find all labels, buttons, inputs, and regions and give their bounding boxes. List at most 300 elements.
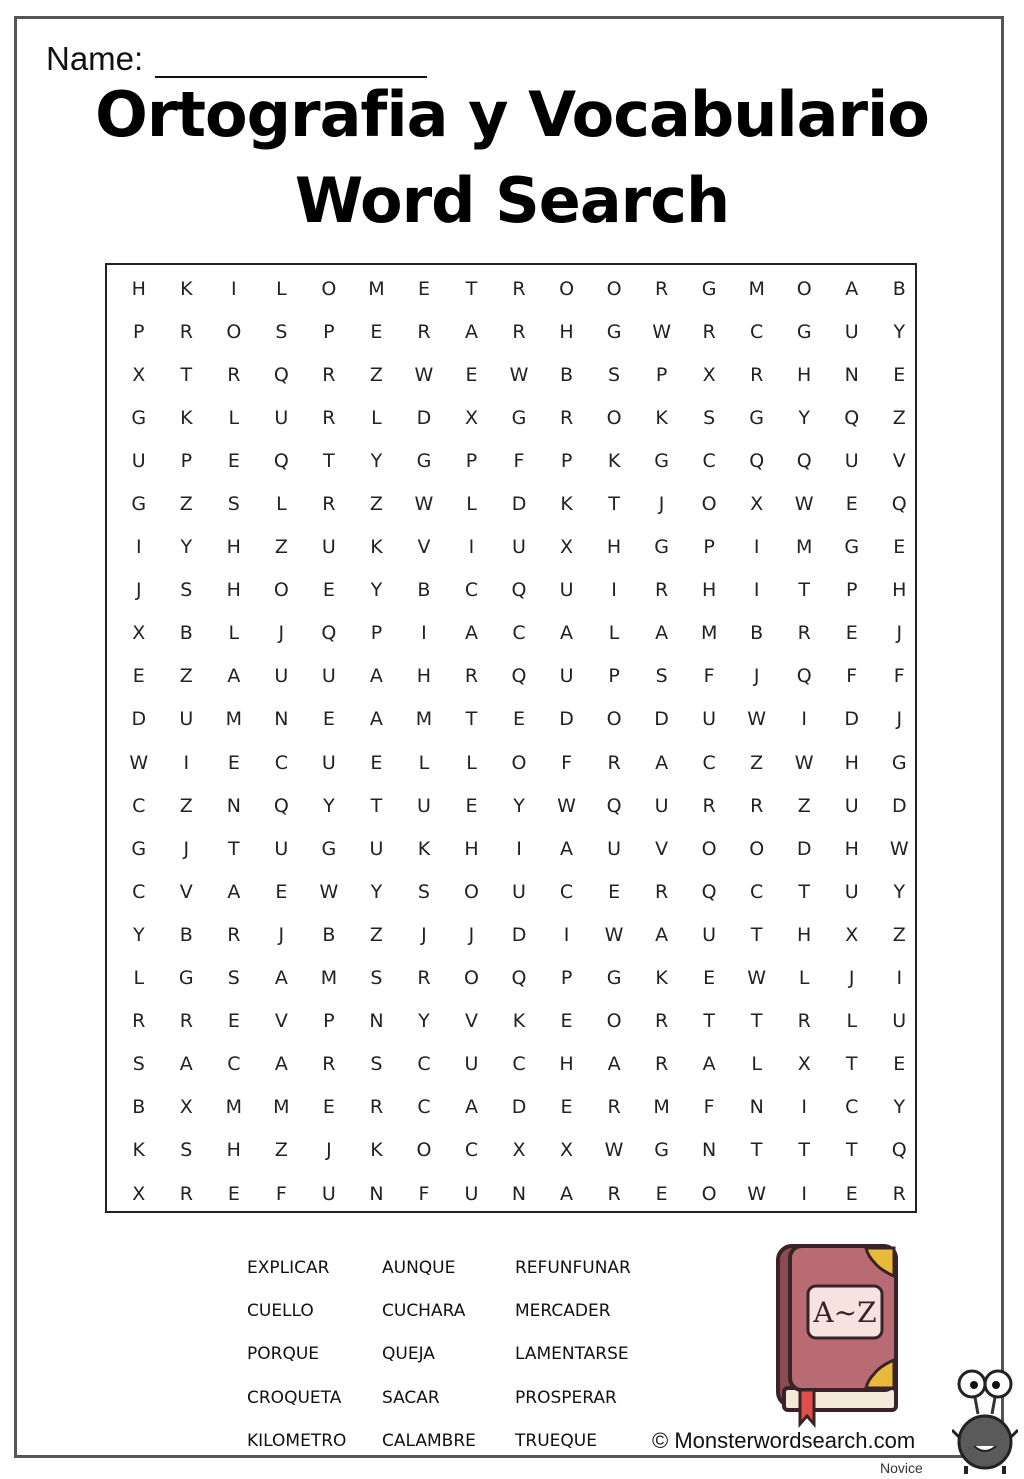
grid-letter[interactable]: Q	[891, 493, 907, 516]
grid-letter[interactable]: I	[183, 751, 190, 774]
grid-letter[interactable]: H	[226, 536, 241, 559]
grid-letter[interactable]: I	[753, 579, 760, 602]
grid-letter[interactable]: C	[464, 579, 479, 602]
grid-letter[interactable]: J	[468, 923, 475, 946]
grid-letter[interactable]: L	[466, 493, 477, 516]
grid-letter[interactable]: C	[132, 794, 146, 817]
grid-letter[interactable]: E	[893, 363, 906, 386]
grid-letter[interactable]: E	[275, 880, 288, 903]
grid-letter[interactable]: E	[845, 493, 858, 516]
grid-letter[interactable]: R	[512, 320, 526, 343]
grid-letter[interactable]: X	[464, 406, 478, 429]
grid-letter[interactable]: R	[655, 1010, 669, 1033]
grid-letter[interactable]: I	[516, 837, 522, 860]
grid-letter[interactable]: S	[370, 967, 383, 990]
grid-letter[interactable]: R	[464, 665, 479, 688]
grid-letter[interactable]: X	[797, 1053, 811, 1076]
grid-letter[interactable]: H	[416, 665, 432, 688]
grid-letter[interactable]: C	[750, 320, 764, 343]
grid-letter[interactable]: A	[274, 1053, 288, 1076]
grid-letter[interactable]: O	[464, 880, 479, 903]
grid-letter[interactable]: Y	[370, 579, 383, 602]
grid-letter[interactable]: J	[326, 1139, 332, 1162]
grid-letter[interactable]: A	[655, 751, 669, 774]
grid-letter[interactable]: T	[750, 1139, 763, 1162]
grid-letter[interactable]: D	[559, 708, 574, 731]
grid-letter[interactable]: V	[274, 1010, 288, 1033]
grid-letter[interactable]: C	[464, 1139, 479, 1162]
grid-letter[interactable]: A	[845, 277, 859, 300]
grid-letter[interactable]: H	[892, 579, 907, 602]
grid-letter[interactable]: B	[322, 923, 336, 946]
grid-letter[interactable]: F	[513, 449, 525, 472]
grid-letter[interactable]: L	[418, 751, 430, 774]
grid-letter[interactable]: Y	[893, 880, 906, 903]
grid-letter[interactable]: K	[132, 1139, 145, 1162]
grid-letter[interactable]: E	[513, 708, 526, 731]
grid-letter[interactable]: I	[135, 536, 142, 559]
grid-letter[interactable]: J	[753, 665, 760, 688]
grid-letter[interactable]: H	[606, 536, 622, 559]
grid-letter[interactable]: U	[654, 794, 669, 817]
grid-letter[interactable]: W	[557, 794, 576, 817]
grid-letter[interactable]: I	[896, 967, 903, 990]
grid-letter[interactable]: U	[321, 751, 336, 774]
grid-letter[interactable]: A	[464, 320, 478, 343]
grid-letter[interactable]: E	[322, 708, 335, 731]
grid-letter[interactable]: E	[227, 1182, 240, 1205]
grid-letter[interactable]: H	[701, 579, 717, 602]
grid-letter[interactable]: U	[844, 880, 859, 903]
grid-letter[interactable]: M	[700, 622, 718, 645]
grid-letter[interactable]: U	[464, 1053, 479, 1076]
grid-letter[interactable]: B	[892, 277, 906, 300]
grid-letter[interactable]: P	[846, 579, 858, 602]
grid-letter[interactable]: B	[750, 622, 764, 645]
grid-letter[interactable]: E	[655, 1182, 668, 1205]
grid-letter[interactable]: Q	[321, 622, 337, 645]
grid-letter[interactable]: R	[369, 1096, 384, 1119]
grid-letter[interactable]: S	[227, 493, 240, 516]
grid-letter[interactable]: R	[892, 1182, 906, 1205]
grid-letter[interactable]: A	[607, 1053, 621, 1076]
grid-letter[interactable]: E	[845, 622, 858, 645]
grid-letter[interactable]: N	[274, 708, 289, 731]
grid-letter[interactable]: F	[275, 1182, 287, 1205]
grid-letter[interactable]: M	[273, 1096, 290, 1119]
grid-letter[interactable]: W	[747, 708, 767, 731]
grid-letter[interactable]: L	[276, 277, 287, 300]
grid-letter[interactable]: R	[655, 277, 669, 300]
grid-letter[interactable]: D	[844, 708, 860, 731]
grid-letter[interactable]: J	[896, 708, 903, 731]
grid-letter[interactable]: I	[231, 277, 237, 300]
grid-letter[interactable]: R	[702, 794, 716, 817]
grid-letter[interactable]: W	[747, 967, 767, 990]
grid-letter[interactable]: E	[608, 880, 621, 903]
grid-letter[interactable]: W	[509, 363, 529, 386]
grid-letter[interactable]: K	[180, 406, 193, 429]
grid-letter[interactable]: G	[654, 1139, 669, 1162]
grid-letter[interactable]: O	[606, 406, 622, 429]
grid-letter[interactable]: E	[227, 449, 240, 472]
grid-letter[interactable]: C	[132, 880, 146, 903]
grid-letter[interactable]: R	[797, 1010, 811, 1033]
grid-letter[interactable]: F	[561, 751, 573, 774]
grid-letter[interactable]: X	[132, 1182, 146, 1205]
grid-letter[interactable]: H	[226, 579, 241, 602]
grid-letter[interactable]: L	[371, 406, 382, 429]
grid-letter[interactable]: N	[369, 1010, 384, 1033]
grid-letter[interactable]: B	[560, 363, 574, 386]
grid-letter[interactable]: E	[465, 794, 478, 817]
grid-letter[interactable]: E	[893, 1053, 906, 1076]
grid-letter[interactable]: D	[654, 708, 669, 731]
grid-letter[interactable]: V	[892, 449, 906, 472]
grid-letter[interactable]: E	[227, 751, 240, 774]
grid-letter[interactable]: C	[512, 1053, 526, 1076]
grid-letter[interactable]: P	[323, 1010, 335, 1033]
grid-letter[interactable]: U	[512, 880, 526, 903]
name-input-line[interactable]	[155, 42, 427, 78]
grid-letter[interactable]: S	[417, 880, 430, 903]
grid-letter[interactable]: J	[658, 493, 665, 516]
grid-letter[interactable]: N	[369, 1182, 384, 1205]
grid-letter[interactable]: E	[703, 967, 716, 990]
grid-letter[interactable]: M	[796, 536, 813, 559]
grid-letter[interactable]: K	[560, 493, 573, 516]
grid-letter[interactable]: D	[511, 923, 527, 946]
grid-letter[interactable]: Z	[892, 406, 906, 429]
grid-letter[interactable]: E	[370, 320, 383, 343]
grid-letter[interactable]: Q	[796, 665, 812, 688]
grid-letter[interactable]: G	[749, 406, 765, 429]
grid-letter[interactable]: R	[322, 363, 336, 386]
grid-letter[interactable]: R	[322, 493, 336, 516]
grid-letter[interactable]: Q	[273, 794, 289, 817]
grid-letter[interactable]: M	[748, 277, 765, 300]
grid-letter[interactable]: O	[701, 837, 717, 860]
grid-letter[interactable]: S	[227, 967, 240, 990]
grid-letter[interactable]: G	[321, 837, 337, 860]
grid-letter[interactable]: T	[750, 1010, 763, 1033]
grid-letter[interactable]: A	[464, 1096, 478, 1119]
grid-letter[interactable]: B	[179, 622, 193, 645]
grid-letter[interactable]: R	[322, 406, 336, 429]
grid-letter[interactable]: U	[464, 1182, 479, 1205]
grid-letter[interactable]: A	[227, 880, 241, 903]
grid-letter[interactable]: D	[416, 406, 432, 429]
grid-letter[interactable]: Z	[179, 665, 193, 688]
grid-letter[interactable]: Z	[750, 751, 764, 774]
grid-letter[interactable]: K	[370, 536, 383, 559]
grid-letter[interactable]: W	[889, 837, 909, 860]
grid-letter[interactable]: T	[180, 363, 193, 386]
grid-letter[interactable]: M	[320, 967, 338, 990]
grid-letter[interactable]: O	[606, 1010, 622, 1033]
grid-letter[interactable]: J	[135, 579, 142, 602]
grid-letter[interactable]: C	[559, 880, 574, 903]
grid-letter[interactable]: Q	[511, 579, 527, 602]
grid-letter[interactable]: F	[893, 665, 905, 688]
grid-letter[interactable]: K	[370, 1139, 383, 1162]
grid-letter[interactable]: B	[132, 1096, 146, 1119]
grid-letter[interactable]: T	[798, 880, 810, 903]
grid-letter[interactable]: E	[560, 1010, 573, 1033]
grid-letter[interactable]: T	[323, 449, 335, 472]
grid-letter[interactable]: U	[607, 837, 622, 860]
grid-letter[interactable]: N	[226, 794, 241, 817]
grid-letter[interactable]: W	[794, 493, 814, 516]
grid-letter[interactable]: R	[179, 1010, 193, 1033]
grid-letter[interactable]: A	[274, 967, 288, 990]
grid-letter[interactable]: N	[511, 1182, 527, 1205]
grid-letter[interactable]: U	[702, 923, 717, 946]
grid-letter[interactable]: J	[421, 923, 427, 946]
grid-letter[interactable]: V	[655, 837, 669, 860]
grid-letter[interactable]: P	[370, 622, 383, 645]
grid-letter[interactable]: E	[845, 1182, 858, 1205]
grid-letter[interactable]: P	[465, 449, 478, 472]
grid-letter[interactable]: E	[322, 579, 335, 602]
grid-letter[interactable]: U	[274, 406, 289, 429]
grid-letter[interactable]: G	[511, 406, 527, 429]
grid-letter[interactable]: L	[466, 751, 477, 774]
grid-letter[interactable]: G	[891, 751, 907, 774]
grid-letter[interactable]: O	[273, 579, 289, 602]
grid-letter[interactable]: W	[604, 1139, 624, 1162]
grid-letter[interactable]: G	[654, 536, 669, 559]
grid-letter[interactable]: H	[559, 320, 574, 343]
grid-letter[interactable]: Z	[892, 923, 906, 946]
grid-letter[interactable]: S	[703, 406, 716, 429]
grid-letter[interactable]: X	[179, 1096, 193, 1119]
grid-letter[interactable]: M	[225, 1096, 243, 1119]
grid-letter[interactable]: J	[896, 622, 903, 645]
grid-letter[interactable]: Y	[893, 320, 906, 343]
grid-letter[interactable]: D	[796, 837, 812, 860]
grid-letter[interactable]: Q	[511, 967, 527, 990]
grid-letter[interactable]: G	[606, 967, 622, 990]
grid-letter[interactable]: E	[417, 277, 430, 300]
grid-letter[interactable]: Z	[274, 1139, 288, 1162]
grid-letter[interactable]: T	[845, 1053, 858, 1076]
grid-letter[interactable]: Q	[796, 449, 812, 472]
grid-letter[interactable]: I	[563, 923, 570, 946]
grid-letter[interactable]: U	[179, 708, 194, 731]
grid-letter[interactable]: G	[796, 320, 812, 343]
grid-letter[interactable]: B	[417, 579, 431, 602]
grid-letter[interactable]: I	[421, 622, 427, 645]
grid-letter[interactable]: X	[702, 363, 716, 386]
grid-letter[interactable]: P	[560, 967, 573, 990]
grid-letter[interactable]: Y	[323, 794, 335, 817]
grid-letter[interactable]: W	[414, 363, 434, 386]
grid-letter[interactable]: O	[416, 1139, 432, 1162]
grid-letter[interactable]: U	[321, 1182, 336, 1205]
grid-letter[interactable]: S	[180, 1139, 193, 1162]
grid-letter[interactable]: F	[703, 665, 715, 688]
grid-letter[interactable]: Y	[798, 406, 810, 429]
grid-letter[interactable]: R	[607, 1096, 621, 1119]
grid-letter[interactable]: U	[274, 837, 289, 860]
grid-letter[interactable]: Q	[701, 880, 717, 903]
grid-letter[interactable]: U	[844, 449, 859, 472]
grid-letter[interactable]: I	[611, 579, 617, 602]
grid-letter[interactable]: O	[559, 277, 575, 300]
grid-letter[interactable]: E	[227, 1010, 240, 1033]
grid-letter[interactable]: R	[655, 880, 669, 903]
grid-letter[interactable]: U	[321, 536, 336, 559]
grid-letter[interactable]: A	[369, 708, 383, 731]
grid-letter[interactable]: Y	[370, 880, 383, 903]
grid-letter[interactable]: L	[228, 622, 240, 645]
grid-letter[interactable]: O	[796, 277, 812, 300]
grid-letter[interactable]: V	[179, 880, 193, 903]
grid-letter[interactable]: C	[417, 1053, 431, 1076]
grid-letter[interactable]: R	[227, 363, 241, 386]
grid-letter[interactable]: R	[702, 320, 716, 343]
grid-letter[interactable]: C	[702, 449, 716, 472]
grid-letter[interactable]: U	[844, 794, 859, 817]
grid-letter[interactable]: T	[845, 1139, 858, 1162]
grid-letter[interactable]: A	[560, 837, 574, 860]
grid-letter[interactable]: T	[370, 794, 383, 817]
grid-letter[interactable]: Z	[179, 794, 193, 817]
grid-letter[interactable]: A	[179, 1053, 193, 1076]
grid-letter[interactable]: K	[417, 837, 431, 860]
grid-letter[interactable]: K	[655, 967, 668, 990]
grid-letter[interactable]: G	[844, 536, 860, 559]
grid-letter[interactable]: R	[512, 277, 526, 300]
grid-letter[interactable]: X	[560, 1139, 574, 1162]
grid-letter[interactable]: F	[846, 665, 858, 688]
grid-letter[interactable]: H	[559, 1053, 574, 1076]
grid-letter[interactable]: W	[414, 493, 434, 516]
grid-letter[interactable]: E	[370, 751, 383, 774]
grid-letter[interactable]: U	[559, 665, 574, 688]
grid-letter[interactable]: I	[801, 1182, 807, 1205]
grid-letter[interactable]: L	[276, 493, 287, 516]
grid-letter[interactable]: Q	[273, 449, 289, 472]
grid-letter[interactable]: P	[133, 320, 145, 343]
grid-letter[interactable]: H	[226, 1139, 241, 1162]
grid-letter[interactable]: Y	[418, 1010, 430, 1033]
grid-letter[interactable]: P	[608, 665, 620, 688]
grid-letter[interactable]: U	[844, 320, 859, 343]
grid-letter[interactable]: C	[512, 622, 526, 645]
grid-letter[interactable]: X	[560, 536, 574, 559]
grid-letter[interactable]: D	[511, 1096, 527, 1119]
grid-letter[interactable]: T	[750, 923, 763, 946]
grid-letter[interactable]: W	[129, 751, 149, 774]
grid-letter[interactable]: A	[655, 622, 669, 645]
grid-letter[interactable]: L	[228, 406, 240, 429]
grid-letter[interactable]: A	[702, 1053, 716, 1076]
grid-letter[interactable]: P	[560, 449, 573, 472]
grid-letter[interactable]: S	[608, 363, 621, 386]
grid-letter[interactable]: R	[655, 1053, 669, 1076]
grid-letter[interactable]: T	[465, 277, 478, 300]
grid-letter[interactable]: H	[797, 923, 812, 946]
grid-letter[interactable]: K	[512, 1010, 526, 1033]
grid-letter[interactable]: M	[225, 708, 243, 731]
grid-letter[interactable]: M	[653, 1096, 670, 1119]
grid-letter[interactable]: Y	[132, 923, 145, 946]
grid-letter[interactable]: U	[559, 579, 574, 602]
grid-letter[interactable]: X	[512, 1139, 526, 1162]
grid-letter[interactable]: O	[226, 320, 242, 343]
grid-letter[interactable]: R	[607, 1182, 621, 1205]
grid-letter[interactable]: A	[464, 622, 478, 645]
grid-letter[interactable]: R	[179, 1182, 193, 1205]
grid-letter[interactable]: P	[703, 536, 715, 559]
grid-letter[interactable]: H	[131, 277, 146, 300]
grid-letter[interactable]: M	[415, 708, 433, 731]
grid-letter[interactable]: H	[844, 837, 859, 860]
grid-letter[interactable]: L	[133, 967, 145, 990]
grid-letter[interactable]: W	[652, 320, 671, 343]
grid-letter[interactable]: T	[703, 1010, 715, 1033]
grid-letter[interactable]: D	[511, 493, 527, 516]
grid-letter[interactable]: R	[417, 967, 431, 990]
grid-letter[interactable]: S	[655, 665, 668, 688]
grid-letter[interactable]: D	[131, 708, 147, 731]
grid-letter[interactable]: T	[465, 708, 478, 731]
grid-letter[interactable]: Q	[606, 794, 622, 817]
grid-letter[interactable]: Z	[369, 363, 383, 386]
grid-letter[interactable]: M	[368, 277, 385, 300]
grid-letter[interactable]: V	[464, 1010, 478, 1033]
grid-letter[interactable]: E	[322, 1096, 335, 1119]
grid-letter[interactable]: U	[416, 794, 431, 817]
grid-letter[interactable]: R	[750, 794, 764, 817]
grid-letter[interactable]: U	[892, 1010, 907, 1033]
grid-letter[interactable]: R	[179, 320, 193, 343]
grid-letter[interactable]: P	[655, 363, 668, 386]
grid-letter[interactable]: W	[319, 880, 339, 903]
grid-letter[interactable]: H	[844, 751, 859, 774]
grid-letter[interactable]: B	[179, 923, 193, 946]
grid-letter[interactable]: N	[844, 363, 859, 386]
grid-letter[interactable]: S	[370, 1053, 383, 1076]
grid-letter[interactable]: T	[798, 1139, 810, 1162]
grid-letter[interactable]: X	[132, 622, 146, 645]
grid-letter[interactable]: G	[131, 406, 147, 429]
grid-letter[interactable]: F	[703, 1096, 715, 1119]
grid-letter[interactable]: P	[323, 320, 335, 343]
grid-letter[interactable]: Y	[180, 536, 193, 559]
grid-letter[interactable]: E	[465, 363, 478, 386]
grid-letter[interactable]: W	[794, 751, 814, 774]
grid-letter[interactable]: A	[560, 1182, 574, 1205]
grid-letter[interactable]: Z	[369, 493, 383, 516]
grid-letter[interactable]: F	[418, 1182, 430, 1205]
grid-letter[interactable]: E	[132, 665, 145, 688]
grid-letter[interactable]: G	[131, 837, 147, 860]
grid-letter[interactable]: O	[464, 967, 479, 990]
grid-letter[interactable]: T	[798, 579, 810, 602]
grid-letter[interactable]: Q	[749, 449, 765, 472]
grid-letter[interactable]: C	[227, 1053, 241, 1076]
grid-letter[interactable]: R	[750, 363, 764, 386]
grid-letter[interactable]: I	[468, 536, 475, 559]
grid-letter[interactable]: Y	[370, 449, 383, 472]
grid-letter[interactable]: S	[132, 1053, 145, 1076]
grid-letter[interactable]: W	[604, 923, 624, 946]
grid-letter[interactable]: U	[512, 536, 526, 559]
grid-letter[interactable]: T	[228, 837, 240, 860]
